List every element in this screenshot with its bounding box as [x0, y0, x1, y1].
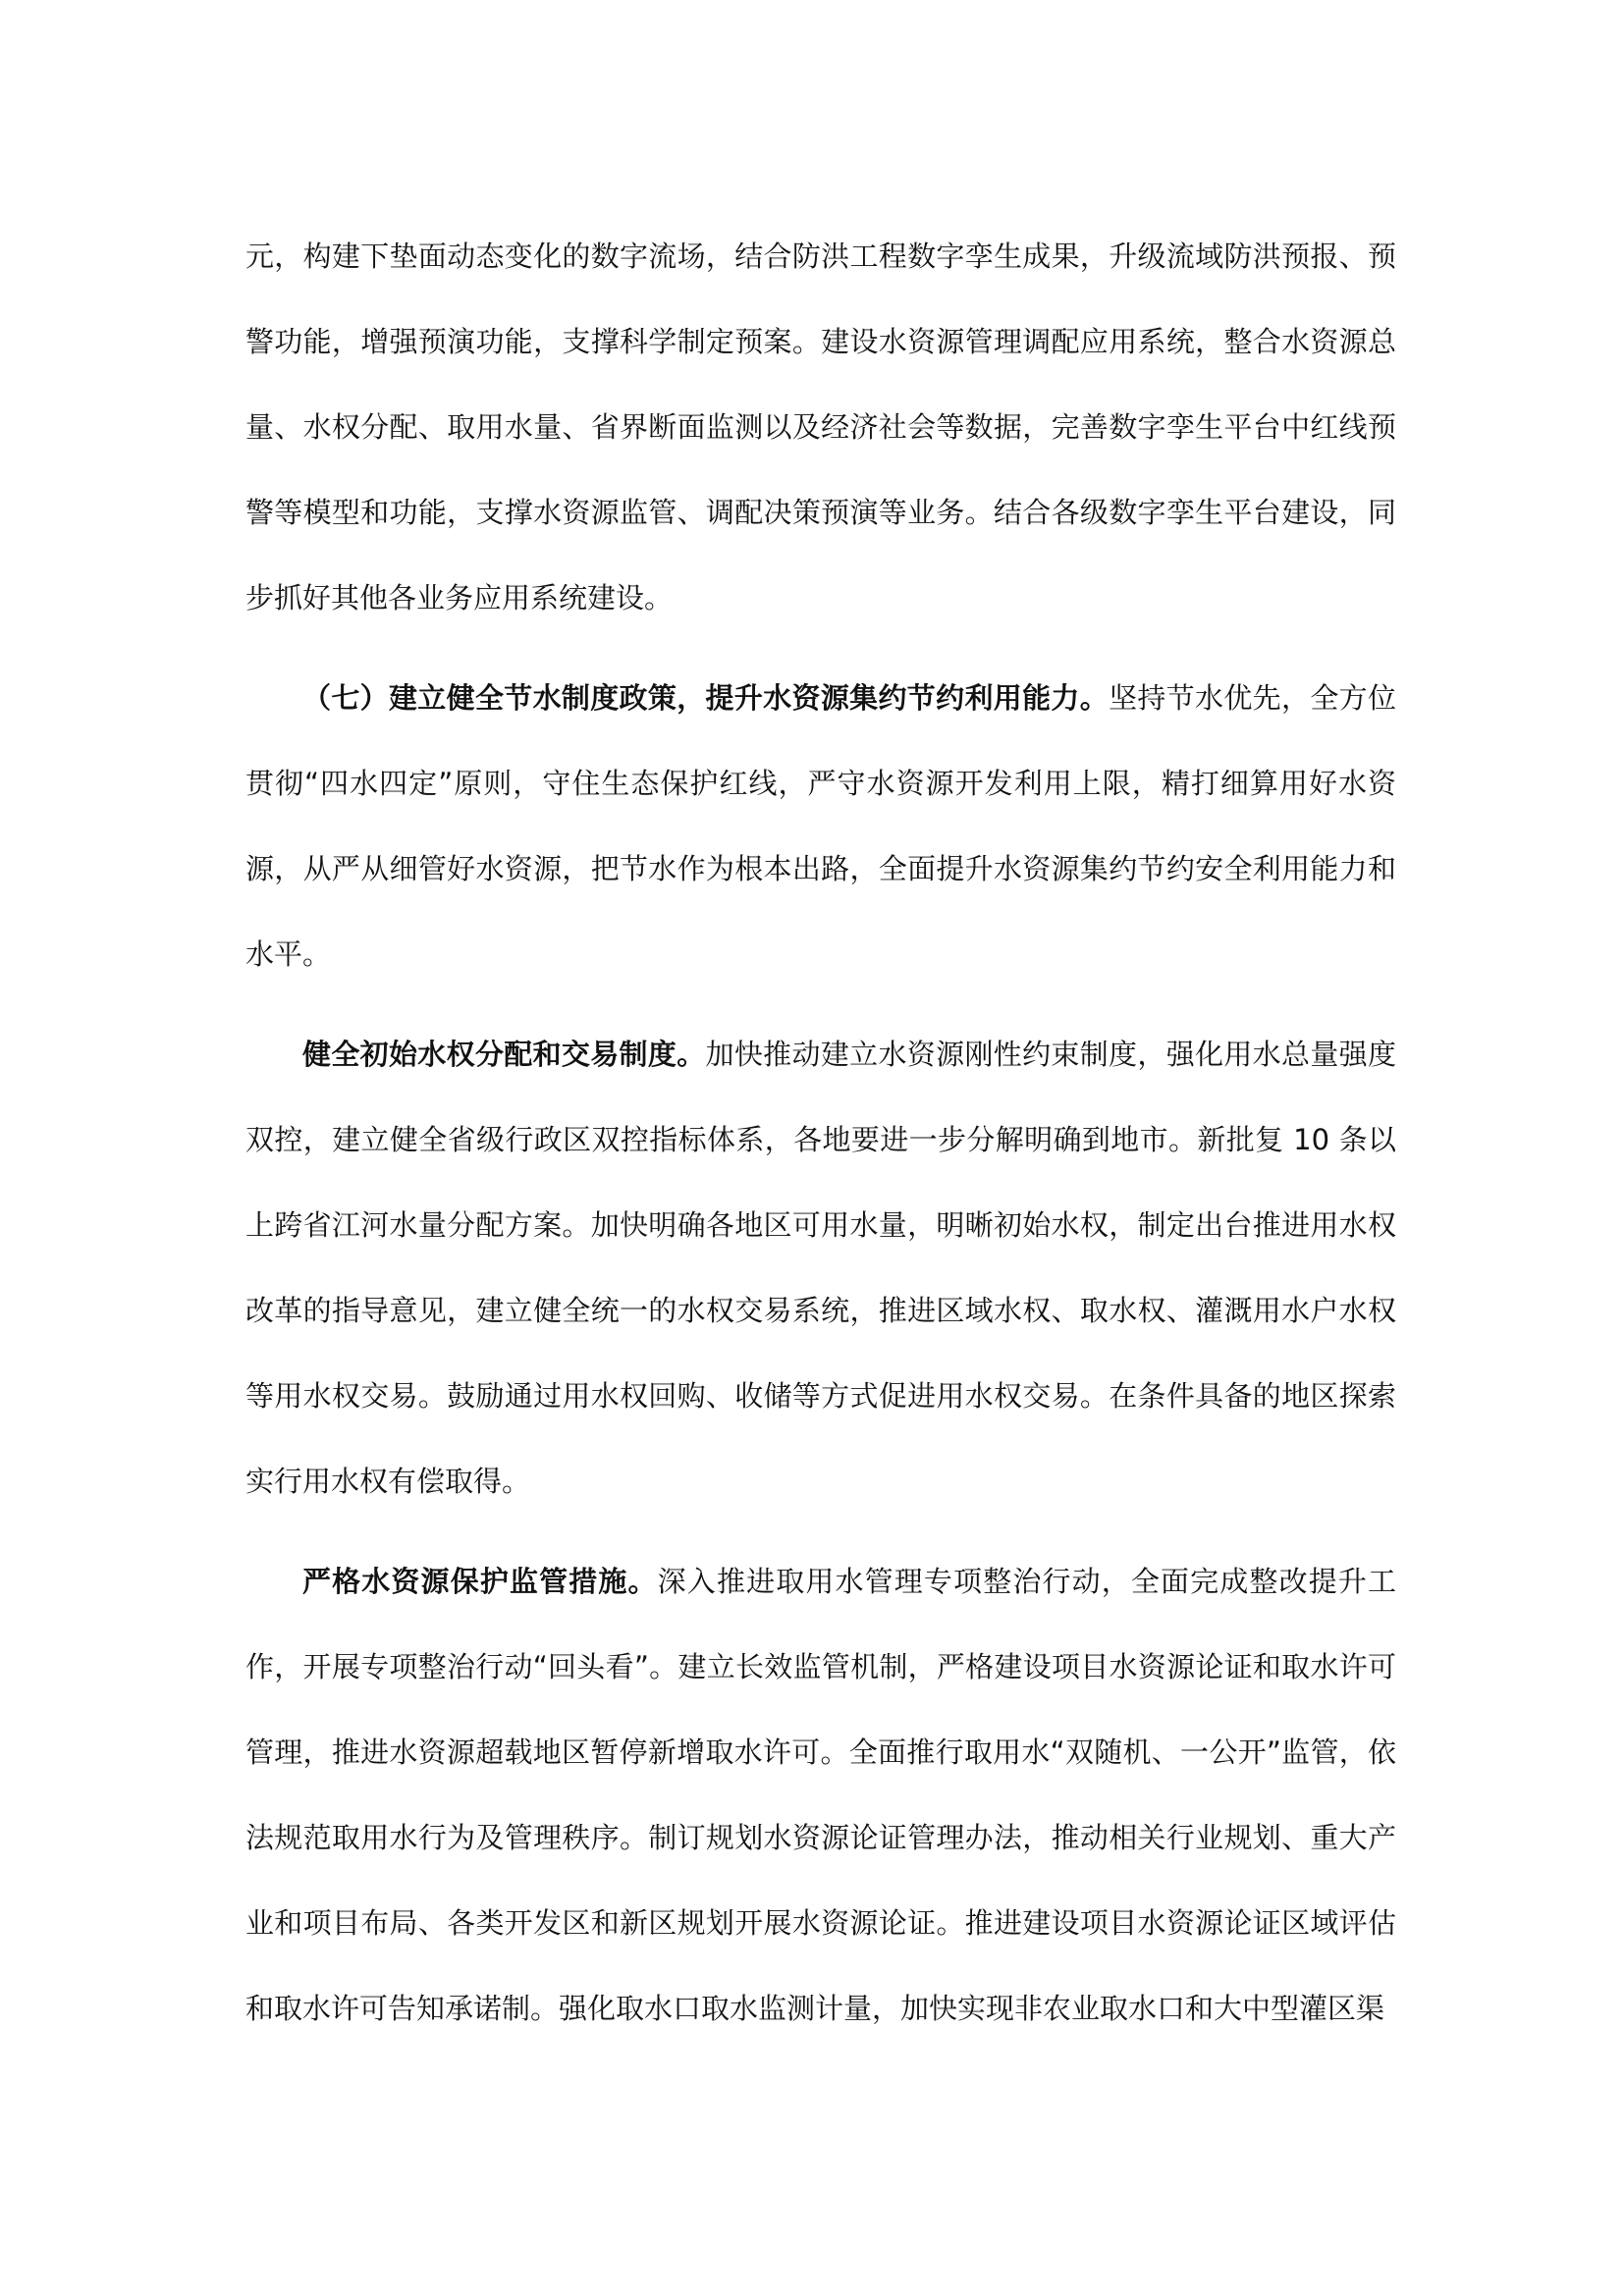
section-heading: （七）建立健全节水制度政策，提升水资源集约节约利用能力。 [302, 681, 1110, 715]
paragraph-text: 深入推进取用水管理专项整治行动，全面完成整改提升工作，开展专项整治行动“回头看”。建立长效监管机制，严格建设项目水资源论证和取水许可管理，推进水资源超载地区暂停新增取水许可。全面推行取用水“双随机、一公开”监管，依法规范取用水行为及管理秩序。制订规划水资源论证管理办法，推动相关行业规划、重大产业和项目布局、各类开发区和新区规划开展水资源论证。推进建设项目水资源论证区域评估和取水许可告知承诺制。强化取水口取水监测计量，加快实现非农业取水口和大中型灌区渠 [245, 1565, 1396, 2025]
paragraph-water-protection [245, 1539, 1396, 2052]
paragraph-lead: 健全初始水权分配和交易制度。 [302, 1038, 706, 1071]
document-body [245, 214, 1396, 2052]
paragraph-text: 加快推动建立水资源刚性约束制度，强化用水总量强度双控，建立健全省级行政区双控指标体系，各地要进一步分解明确到地市。新批复 10 条以上跨省江河水量分配方案。加快明确各地区可用水量，明晰初始水权，制定出台推进用水权改革的指导意见，建立健全统一的水权交易系统，推进区域水权、取水权、灌溉用水户水权等用水权交易。鼓励通过用水权回购、收储等方式促进用水权交易。在条件具备的地区探索实行用水权有偿取得。 [245, 1038, 1396, 1498]
paragraph-digital-twin-continuation [245, 214, 1396, 641]
paragraph-water-rights [245, 1012, 1396, 1524]
paragraph-text: 元，构建下垫面动态变化的数字流场，结合防洪工程数字孪生成果，升级流域防洪预报、预警功能，增强预演功能，支撑科学制定预案。建设水资源管理调配应用系统，整合水资源总量、水权分配、取用水量、省界断面监测以及经济社会等数据，完善数字孪生平台中红线预警等模型和功能，支撑水资源监管、调配决策预演等业务。结合各级数字孪生平台建设，同步抓好其他各业务应用系统建设。 [245, 240, 1396, 614]
paragraph-text: 坚持节水优先，全方位贯彻“四水四定”原则，守住生态保护红线，严守水资源开发利用上限，精打细算用好水资源，从严从细管好水资源，把节水作为根本出路，全面提升水资源集约节约安全利用能力和水平。 [245, 681, 1396, 971]
paragraph-section-seven [245, 656, 1396, 997]
paragraph-lead: 严格水资源保护监管措施。 [302, 1565, 658, 1598]
